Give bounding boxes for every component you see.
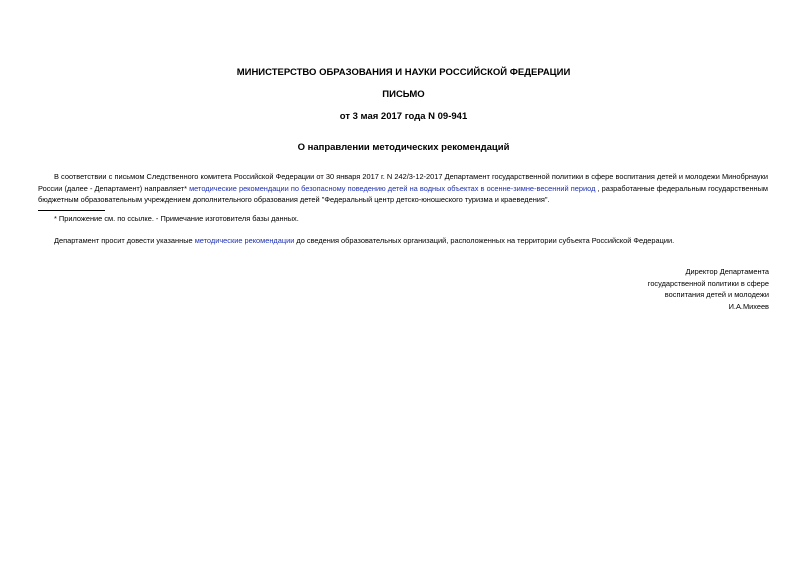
signature-block (648, 266, 769, 312)
main-paragraph-text-end: , разработанные федеральным государственным бюджетным образовательным учреждением дополнительного образования детей "Федеральный центр детско-юношеского туризма и краеведения". (38, 183, 769, 205)
recommendations-short-link[interactable]: методические рекомендации (194, 236, 295, 245)
signature-position-line-2: государственной политики в сфере (647, 278, 769, 288)
document-date-number: от 3 мая 2017 года N 09-941 (339, 111, 468, 122)
document-subject: О направлении методических рекомендаций (297, 142, 510, 153)
footnote-text: * Приложение см. по ссылке. - Примечание изготовителя базы данных. (54, 214, 299, 223)
main-paragraph-text-start: В соответствии с письмом Следственного комитета Российской Федерации от 30 января 2017 г. N 242/3-12-2017 Департамент государственной политики в сфере воспитания детей и молодежи Минобрнауки России (далее - Департамент) направляет* (38, 172, 768, 193)
signatory-name: И.А.Михеев (728, 301, 769, 311)
main-paragraph (38, 171, 768, 206)
footnote-divider (38, 210, 105, 211)
request-paragraph (54, 235, 674, 246)
request-paragraph-text-start: Департамент просит довести указанные (54, 236, 195, 245)
request-paragraph-text-end: до сведения образовательных организаций, расположенных на территории субъекта Российской Федерации. (294, 236, 675, 245)
signature-position-line-3: воспитания детей и молодежи (664, 290, 769, 299)
signature-position-line-1: Директор Департамента (685, 267, 769, 276)
ministry-heading: МИНИСТЕРСТВО ОБРАЗОВАНИЯ И НАУКИ РОССИЙСКОЙ ФЕДЕРАЦИИ (236, 67, 571, 78)
document-type-heading: ПИСЬМО (382, 89, 425, 100)
recommendations-link[interactable]: методические рекомендации по безопасному поведению детей на водных объектах в осенне-зимне-весенний период (189, 183, 596, 193)
